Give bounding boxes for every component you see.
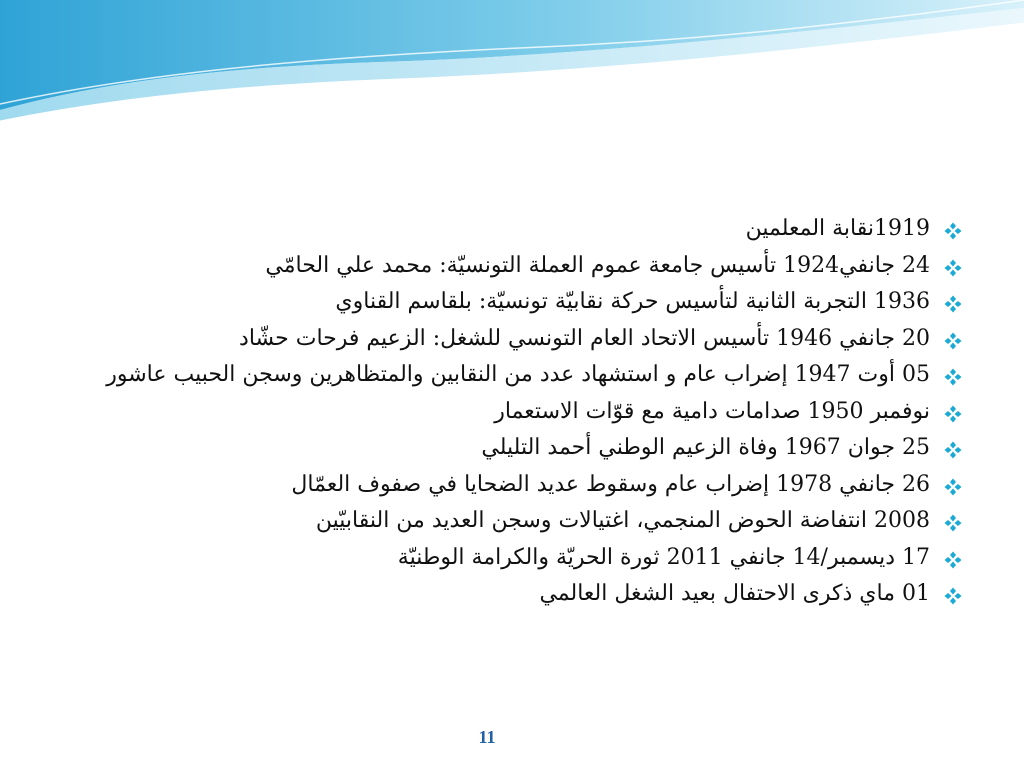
list-item-text: 26 جانفي 1978 إضراب عام وسقوط عديد الضحايا في صفوف العمّال — [291, 471, 930, 497]
list-item-text: نوفمبر 1950 صدامات دامية مع قوّات الاستعمار — [494, 398, 930, 424]
list-item-text: 17 ديسمبر/14 جانفي 2011 ثورة الحريّة والكرامة الوطنيّة — [397, 544, 930, 570]
list-item — [90, 543, 962, 573]
list-item — [90, 360, 962, 390]
list-item-text: 01 ماي ذكرى الاحتفال بعيد الشغل العالمي — [539, 581, 930, 606]
list-item-text: 05 أوت 1947 إضراب عام و استشهاد عدد من النقابين والمتظاهرين وسجن الحبيب عاشور — [106, 362, 930, 387]
four-diamond-bullet-icon — [944, 259, 962, 277]
timeline-list — [90, 214, 962, 609]
four-diamond-bullet-icon — [944, 587, 962, 605]
page-number: 11 — [478, 727, 496, 747]
list-item — [90, 251, 962, 281]
four-diamond-bullet-icon — [944, 222, 962, 240]
list-item-text: 25 جوان 1967 وفاة الزعيم الوطني أحمد التليلي — [481, 435, 930, 460]
four-diamond-bullet-icon — [944, 405, 962, 423]
list-item — [90, 433, 962, 463]
four-diamond-bullet-icon — [944, 332, 962, 350]
four-diamond-bullet-icon — [944, 478, 962, 496]
four-diamond-bullet-icon — [944, 551, 962, 569]
list-item — [90, 506, 962, 536]
list-item-text: 1936 التجربة الثانية لتأسيس حركة نقابيّة تونسيّة: بلقاسم القناوي — [335, 289, 930, 314]
list-item — [90, 324, 962, 354]
list-item-text: 24 جانفي1924 تأسيس جامعة عموم العملة التونسيّة: محمد علي الحامّي — [265, 252, 930, 278]
list-item — [90, 397, 962, 427]
list-item — [90, 470, 962, 500]
list-item — [90, 287, 962, 317]
list-item-text: 20 جانفي 1946 تأسيس الاتحاد العام التونسي للشغل: الزعيم فرحات حشّاد — [239, 325, 930, 351]
list-item-text: 1919نقابة المعلمين — [745, 216, 930, 241]
header-wave-decoration — [0, 0, 1024, 130]
four-diamond-bullet-icon — [944, 295, 962, 313]
list-item — [90, 214, 962, 244]
list-item — [90, 579, 962, 609]
slide-content — [90, 214, 962, 616]
list-item-text: 2008 انتفاضة الحوض المنجمي، اغتيالات وسجن العديد من النقابيّين — [315, 508, 930, 533]
four-diamond-bullet-icon — [944, 514, 962, 532]
four-diamond-bullet-icon — [944, 368, 962, 386]
four-diamond-bullet-icon — [944, 441, 962, 459]
